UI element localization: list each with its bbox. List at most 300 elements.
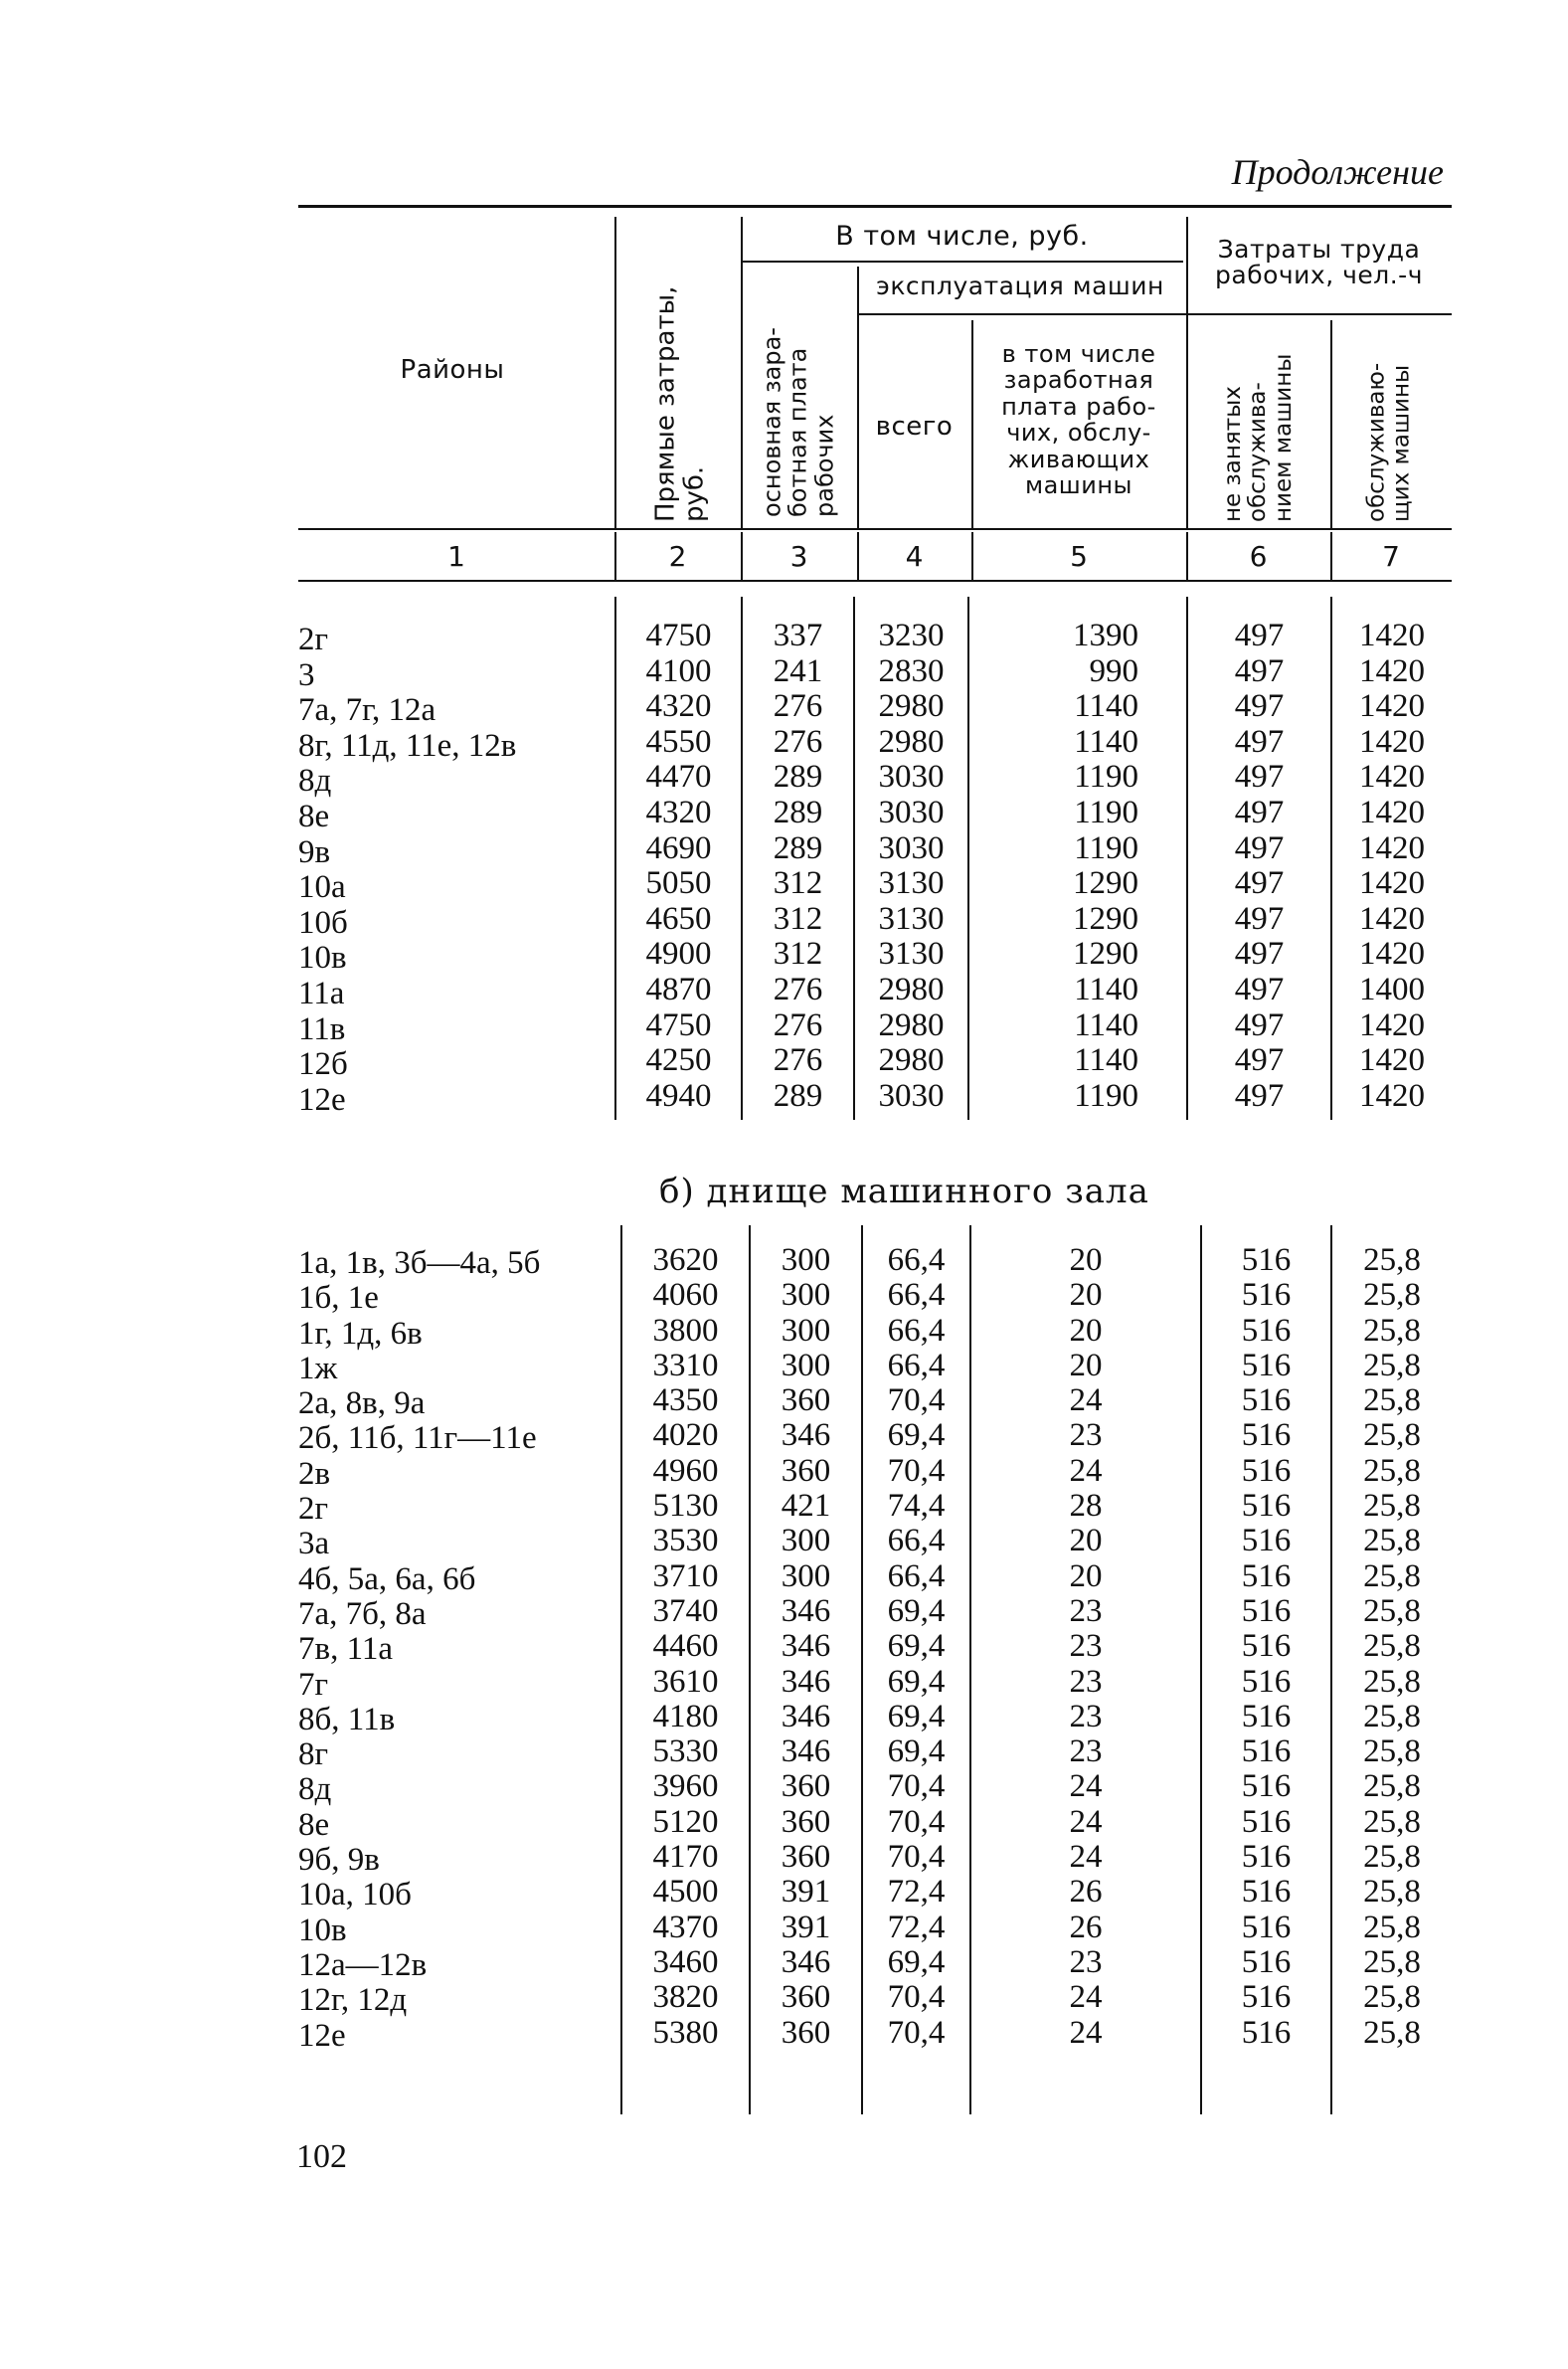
table-cell: 3 xyxy=(298,656,315,693)
table-cell: 516 xyxy=(1241,1523,1292,1559)
section-b-total xyxy=(863,1243,969,2051)
table-cell: 69,4 xyxy=(887,1698,946,1734)
table-cell: 25,8 xyxy=(1363,1312,1421,1349)
header-machine-wage: в том числе заработная плата рабо- чих, обслу- живающих машины xyxy=(1001,340,1156,499)
table-cell: 25,8 xyxy=(1363,1488,1421,1525)
table-cell: 66,4 xyxy=(887,1242,946,1278)
table-cell: 20 xyxy=(1069,1242,1103,1278)
table-cell: 276 xyxy=(773,723,823,760)
table-cell: 1420 xyxy=(1359,1077,1425,1114)
table-cell: 4960 xyxy=(652,1452,719,1489)
table-cell: 4370 xyxy=(652,1909,719,1945)
table-cell: 2в xyxy=(298,1455,331,1492)
table-cell: 66,4 xyxy=(887,1277,946,1314)
table-cell: 4060 xyxy=(652,1277,719,1314)
table-cell: 360 xyxy=(781,1839,831,1876)
table-cell: 421 xyxy=(781,1488,831,1525)
header-vrule-1 xyxy=(614,217,616,528)
table-cell: 1г, 1д, 6в xyxy=(298,1315,423,1352)
table-cell: 1420 xyxy=(1359,829,1425,866)
table-cell: 12б xyxy=(298,1046,348,1083)
table-cell: 276 xyxy=(773,1006,823,1043)
colnum-7: 7 xyxy=(1382,540,1400,573)
table-cell: 3310 xyxy=(652,1347,719,1383)
table-cell: 70,4 xyxy=(887,1979,946,2016)
header-not-busy: не занятых обслужива- нием машины xyxy=(1220,353,1297,522)
table-cell: 25,8 xyxy=(1363,1909,1421,1945)
table-cell: 312 xyxy=(773,865,823,902)
table-cell: 1140 xyxy=(1074,1006,1138,1043)
table-cell: 2г xyxy=(298,1491,329,1528)
table-cell: 25,8 xyxy=(1363,1382,1421,1419)
table-cell: 2980 xyxy=(878,1042,945,1079)
table-cell: 516 xyxy=(1241,1452,1292,1489)
table-cell: 9в xyxy=(298,833,331,870)
table-cell: 990 xyxy=(1089,652,1138,689)
table-cell: 5330 xyxy=(652,1733,719,1770)
table-cell: 4650 xyxy=(645,900,712,937)
colnum-6: 6 xyxy=(1249,540,1268,573)
colnum-3: 3 xyxy=(789,540,808,573)
table-cell: 8е xyxy=(298,798,330,834)
table-cell: 4500 xyxy=(652,1874,719,1911)
table-cell: 4020 xyxy=(652,1417,719,1454)
table-cell: 4470 xyxy=(645,759,712,796)
table-cell: 8г xyxy=(298,1736,329,1773)
table-cell: 360 xyxy=(781,1452,831,1489)
header-vrule-2 xyxy=(741,217,743,528)
table-cell: 2980 xyxy=(878,1006,945,1043)
table-cell: 289 xyxy=(773,1077,823,1114)
table-cell: 3740 xyxy=(652,1592,719,1629)
table-cell: 1420 xyxy=(1359,652,1425,689)
table-cell: 70,4 xyxy=(887,1382,946,1419)
table-cell: 516 xyxy=(1241,1628,1292,1665)
table-cell: 1б, 1е xyxy=(298,1280,379,1317)
page-number: 102 xyxy=(296,2138,347,2175)
table-cell: 4б, 5а, 6а, 6б xyxy=(298,1560,476,1597)
section-a-total xyxy=(855,619,967,1114)
table-cell: 5380 xyxy=(652,2014,719,2051)
table-cell: 69,4 xyxy=(887,1628,946,1665)
table-cell: 1420 xyxy=(1359,900,1425,937)
table-cell: 391 xyxy=(781,1909,831,1945)
table-cell: 25,8 xyxy=(1363,1839,1421,1876)
table-cell: 1190 xyxy=(1074,794,1138,830)
table-cell: 516 xyxy=(1241,1874,1292,1911)
header-incl-group: В том числе, руб. xyxy=(835,221,1089,252)
colnum-5: 5 xyxy=(1070,540,1088,573)
table-cell: 23 xyxy=(1069,1628,1103,1665)
table-cell: 25,8 xyxy=(1363,1874,1421,1911)
table-cell: 3620 xyxy=(652,1242,719,1278)
table-cell: 516 xyxy=(1241,1417,1292,1454)
table-cell: 497 xyxy=(1234,794,1285,830)
section-b-direct xyxy=(622,1243,749,2051)
table-cell: 2а, 8в, 9а xyxy=(298,1385,426,1422)
table-cell: 69,4 xyxy=(887,1663,946,1700)
table-cell: 25,8 xyxy=(1363,1628,1421,1665)
table-cell: 4940 xyxy=(645,1077,712,1114)
table-cell: 20 xyxy=(1069,1277,1103,1314)
table-cell: 1190 xyxy=(1074,829,1138,866)
table-cell: 12а—12в xyxy=(298,1946,428,1983)
table-cell: 1290 xyxy=(1073,936,1138,973)
header-regions: Районы xyxy=(400,355,505,385)
table-cell: 11в xyxy=(298,1010,346,1047)
table-cell: 24 xyxy=(1069,1803,1103,1840)
table-cell: 300 xyxy=(781,1347,831,1383)
table-cell: 4900 xyxy=(645,936,712,973)
table-cell: 516 xyxy=(1241,1943,1292,1980)
table-cell: 4100 xyxy=(645,652,712,689)
table-cell: 3а xyxy=(298,1526,330,1562)
table-cell: 25,8 xyxy=(1363,1347,1421,1383)
table-cell: 312 xyxy=(773,900,823,937)
table-cell: 516 xyxy=(1241,1768,1292,1805)
table-cell: 300 xyxy=(781,1242,831,1278)
table-cell: 346 xyxy=(781,1733,831,1770)
table-cell: 5130 xyxy=(652,1488,719,1525)
table-cell: 66,4 xyxy=(887,1347,946,1383)
table-cell: 2830 xyxy=(878,652,945,689)
table-cell: 24 xyxy=(1069,2014,1103,2051)
table-cell: 516 xyxy=(1241,1488,1292,1525)
table-cell: 300 xyxy=(781,1523,831,1559)
table-cell: 346 xyxy=(781,1628,831,1665)
table-cell: 1420 xyxy=(1359,1006,1425,1043)
table-cell: 25,8 xyxy=(1363,1803,1421,1840)
table-cell: 497 xyxy=(1234,829,1285,866)
table-cell: 25,8 xyxy=(1363,1979,1421,2016)
table-cell: 26 xyxy=(1069,1909,1103,1945)
table-cell: 5120 xyxy=(652,1803,719,1840)
table-cell: 10а xyxy=(298,869,346,906)
header-bottom-rule xyxy=(298,528,1452,530)
table-cell: 4180 xyxy=(652,1698,719,1734)
table-cell: 1420 xyxy=(1359,723,1425,760)
table-cell: 70,4 xyxy=(887,1839,946,1876)
table-cell: 4870 xyxy=(645,971,712,1007)
table-cell: 25,8 xyxy=(1363,1523,1421,1559)
table-cell: 4170 xyxy=(652,1839,719,1876)
table-cell: 4750 xyxy=(645,618,712,653)
table-cell: 25,8 xyxy=(1363,1417,1421,1454)
table-cell: 23 xyxy=(1069,1592,1103,1629)
table-cell: 20 xyxy=(1069,1557,1103,1594)
table-cell: 516 xyxy=(1241,1909,1292,1945)
table-cell: 3030 xyxy=(878,1077,945,1114)
header-base-wage: основная зара- ботная плата рабочих xyxy=(758,327,839,517)
header-total: всего xyxy=(875,412,954,442)
table-cell: 346 xyxy=(781,1663,831,1700)
table-cell: 70,4 xyxy=(887,1768,946,1805)
table-cell: 12е xyxy=(298,2017,346,2054)
table-cell: 3030 xyxy=(878,794,945,830)
continued-label: Продолжение xyxy=(1231,152,1444,192)
section-b-title: б) днище машинного зала xyxy=(659,1172,1149,1211)
table-cell: 516 xyxy=(1241,1557,1292,1594)
table-cell: 1400 xyxy=(1359,971,1425,1007)
table-cell: 346 xyxy=(781,1698,831,1734)
table-cell: 2980 xyxy=(878,971,945,1007)
table-cell: 497 xyxy=(1234,688,1285,725)
table-cell: 1190 xyxy=(1074,1077,1138,1114)
table-cell: 8д xyxy=(298,763,332,800)
table-cell: 5050 xyxy=(645,865,712,902)
table-cell: 8е xyxy=(298,1806,330,1843)
table-cell: 497 xyxy=(1234,900,1285,937)
table-cell: 360 xyxy=(781,1803,831,1840)
table-cell: 360 xyxy=(781,2014,831,2051)
section-b-not-busy xyxy=(1202,1243,1330,2051)
table-cell: 516 xyxy=(1241,1839,1292,1876)
table-cell: 3960 xyxy=(652,1768,719,1805)
table-cell: 70,4 xyxy=(887,1803,946,1840)
table-cell: 66,4 xyxy=(887,1557,946,1594)
table-cell: 391 xyxy=(781,1874,831,1911)
table-cell: 24 xyxy=(1069,1839,1103,1876)
table-cell: 346 xyxy=(781,1417,831,1454)
header-vrule-6 xyxy=(1330,320,1332,528)
table-cell: 497 xyxy=(1234,1006,1285,1043)
colnum-1: 1 xyxy=(447,540,465,573)
colnum-2: 2 xyxy=(668,540,687,573)
table-cell: 2б, 11б, 11г—11е xyxy=(298,1420,537,1457)
table-cell: 3800 xyxy=(652,1312,719,1349)
table-cell: 20 xyxy=(1069,1312,1103,1349)
table-cell: 497 xyxy=(1234,936,1285,973)
table-cell: 241 xyxy=(773,652,823,689)
section-a-not-busy xyxy=(1188,619,1330,1114)
table-cell: 300 xyxy=(781,1312,831,1349)
section-a-regions xyxy=(298,623,611,1118)
table-cell: 346 xyxy=(781,1943,831,1980)
table-cell: 4320 xyxy=(645,794,712,830)
table-cell: 2980 xyxy=(878,688,945,725)
table-cell: 23 xyxy=(1069,1733,1103,1770)
table-cell: 28 xyxy=(1069,1488,1103,1525)
table-cell: 3460 xyxy=(652,1943,719,1980)
table-cell: 20 xyxy=(1069,1347,1103,1383)
table-cell: 1420 xyxy=(1359,688,1425,725)
table-cell: 25,8 xyxy=(1363,1698,1421,1734)
table-cell: 74,4 xyxy=(887,1488,946,1525)
table-cell: 1140 xyxy=(1074,688,1138,725)
section-b-machine-wage xyxy=(971,1243,1200,2051)
table-cell: 2г xyxy=(298,622,329,657)
table-cell: 516 xyxy=(1241,2014,1292,2051)
section-a-wage xyxy=(743,619,853,1114)
section-a-serving xyxy=(1332,619,1452,1114)
header-top-rule xyxy=(298,205,1452,208)
table-cell: 4320 xyxy=(645,688,712,725)
table-cell: 25,8 xyxy=(1363,1768,1421,1805)
table-cell: 24 xyxy=(1069,1452,1103,1489)
table-cell: 66,4 xyxy=(887,1523,946,1559)
table-cell: 4750 xyxy=(645,1006,712,1043)
table-cell: 300 xyxy=(781,1277,831,1314)
table-cell: 497 xyxy=(1234,1077,1285,1114)
table-cell: 25,8 xyxy=(1363,1592,1421,1629)
table-cell: 4250 xyxy=(645,1042,712,1079)
table-cell: 7г xyxy=(298,1666,329,1703)
table-cell: 2980 xyxy=(878,723,945,760)
table-cell: 497 xyxy=(1234,1042,1285,1079)
table-cell: 516 xyxy=(1241,1277,1292,1314)
table-cell: 70,4 xyxy=(887,1452,946,1489)
table-cell: 1390 xyxy=(1073,618,1138,653)
table-cell: 69,4 xyxy=(887,1943,946,1980)
table-cell: 360 xyxy=(781,1768,831,1805)
table-cell: 497 xyxy=(1234,618,1285,653)
table-cell: 8д xyxy=(298,1771,332,1808)
table-cell: 1140 xyxy=(1074,1042,1138,1079)
table-cell: 25,8 xyxy=(1363,1557,1421,1594)
table-cell: 10в xyxy=(298,1912,347,1948)
table-cell: 7а, 7б, 8а xyxy=(298,1595,427,1632)
table-cell: 337 xyxy=(773,618,823,653)
table-cell: 312 xyxy=(773,936,823,973)
column-numbers-rule xyxy=(298,580,1452,582)
table-cell: 300 xyxy=(781,1557,831,1594)
table-cell: 1ж xyxy=(298,1350,338,1386)
table-cell: 25,8 xyxy=(1363,1242,1421,1278)
table-cell: 1420 xyxy=(1359,936,1425,973)
table-cell: 72,4 xyxy=(887,1909,946,1945)
table-cell: 1420 xyxy=(1359,1042,1425,1079)
table-cell: 23 xyxy=(1069,1943,1103,1980)
table-cell: 10а, 10б xyxy=(298,1877,412,1913)
table-cell: 69,4 xyxy=(887,1592,946,1629)
table-cell: 25,8 xyxy=(1363,1943,1421,1980)
table-cell: 289 xyxy=(773,829,823,866)
table-cell: 516 xyxy=(1241,1382,1292,1419)
table-cell: 26 xyxy=(1069,1874,1103,1911)
table-cell: 66,4 xyxy=(887,1312,946,1349)
table-cell: 497 xyxy=(1234,971,1285,1007)
table-cell: 276 xyxy=(773,971,823,1007)
header-direct-costs: Прямые затраты, руб. xyxy=(650,285,709,522)
table-cell: 3030 xyxy=(878,829,945,866)
incl-group-rule xyxy=(741,261,1183,263)
header-machines-group: эксплуатация машин xyxy=(876,272,1164,300)
table-cell: 69,4 xyxy=(887,1417,946,1454)
table-cell: 9б, 9в xyxy=(298,1842,380,1879)
table-cell: 24 xyxy=(1069,1768,1103,1805)
table-cell: 516 xyxy=(1241,1733,1292,1770)
table-cell: 20 xyxy=(1069,1523,1103,1559)
table-cell: 25,8 xyxy=(1363,1452,1421,1489)
header-labor-group: Затраты труда рабочих, чел.-ч xyxy=(1215,235,1423,290)
table-cell: 11а xyxy=(298,975,345,1011)
table-cell: 7а, 7г, 12а xyxy=(298,692,436,729)
table-cell: 10б xyxy=(298,904,348,941)
table-cell: 1290 xyxy=(1073,900,1138,937)
colnum-4: 4 xyxy=(905,540,924,573)
table-cell: 3710 xyxy=(652,1557,719,1594)
table-cell: 360 xyxy=(781,1979,831,2016)
table-cell: 276 xyxy=(773,1042,823,1079)
table-cell: 4550 xyxy=(645,723,712,760)
table-cell: 497 xyxy=(1234,723,1285,760)
table-cell: 3610 xyxy=(652,1663,719,1700)
table-cell: 69,4 xyxy=(887,1733,946,1770)
table-cell: 346 xyxy=(781,1592,831,1629)
table-cell: 23 xyxy=(1069,1698,1103,1734)
table-cell: 24 xyxy=(1069,1979,1103,2016)
header-serving: обслуживаю- щих машины xyxy=(1363,362,1415,522)
table-cell: 1420 xyxy=(1359,794,1425,830)
table-cell: 516 xyxy=(1241,1979,1292,2016)
table-cell: 1420 xyxy=(1359,865,1425,902)
table-cell: 70,4 xyxy=(887,2014,946,2051)
machines-group-rule xyxy=(857,313,1183,315)
table-cell: 497 xyxy=(1234,759,1285,796)
section-a-machine-wage xyxy=(1039,619,1138,1114)
table-cell: 3230 xyxy=(878,618,945,653)
table-cell: 289 xyxy=(773,759,823,796)
table-cell: 276 xyxy=(773,688,823,725)
table-cell: 10в xyxy=(298,940,347,977)
table-cell: 7в, 11а xyxy=(298,1631,394,1668)
table-cell: 497 xyxy=(1234,865,1285,902)
section-b-serving xyxy=(1332,1243,1452,2051)
table-cell: 3820 xyxy=(652,1979,719,2016)
table-cell: 24 xyxy=(1069,1382,1103,1419)
table-cell: 3130 xyxy=(878,936,945,973)
section-b-regions xyxy=(298,1246,618,2054)
table-cell: 1290 xyxy=(1073,865,1138,902)
table-cell: 25,8 xyxy=(1363,1733,1421,1770)
table-cell: 516 xyxy=(1241,1347,1292,1383)
table-cell: 516 xyxy=(1241,1698,1292,1734)
table-cell: 25,8 xyxy=(1363,2014,1421,2051)
table-cell: 289 xyxy=(773,794,823,830)
table-cell: 12г, 12д xyxy=(298,1982,408,2019)
table-cell: 72,4 xyxy=(887,1874,946,1911)
section-b-wage xyxy=(751,1243,861,2051)
table-cell: 4690 xyxy=(645,829,712,866)
table-cell: 516 xyxy=(1241,1242,1292,1278)
table-cell: 516 xyxy=(1241,1592,1292,1629)
table-cell: 8б, 11в xyxy=(298,1701,396,1737)
table-cell: 497 xyxy=(1234,652,1285,689)
table-cell: 1а, 1в, 3б—4а, 5б xyxy=(298,1245,541,1281)
table-cell: 1190 xyxy=(1074,759,1138,796)
table-cell: 23 xyxy=(1069,1417,1103,1454)
table-cell: 516 xyxy=(1241,1803,1292,1840)
table-cell: 4350 xyxy=(652,1382,719,1419)
table-cell: 12е xyxy=(298,1081,346,1118)
table-cell: 23 xyxy=(1069,1663,1103,1700)
table-cell: 3530 xyxy=(652,1523,719,1559)
table-cell: 3030 xyxy=(878,759,945,796)
table-cell: 1420 xyxy=(1359,618,1425,653)
table-cell: 4460 xyxy=(652,1628,719,1665)
table-cell: 3130 xyxy=(878,900,945,937)
table-cell: 1140 xyxy=(1074,723,1138,760)
body-a-vrule-4 xyxy=(967,597,969,1120)
table-cell: 1420 xyxy=(1359,759,1425,796)
labor-group-rule xyxy=(1183,313,1452,315)
section-a-direct xyxy=(616,619,741,1114)
table-cell: 360 xyxy=(781,1382,831,1419)
table-cell: 25,8 xyxy=(1363,1277,1421,1314)
table-cell: 25,8 xyxy=(1363,1663,1421,1700)
table-cell: 516 xyxy=(1241,1663,1292,1700)
table-cell: 1140 xyxy=(1074,971,1138,1007)
